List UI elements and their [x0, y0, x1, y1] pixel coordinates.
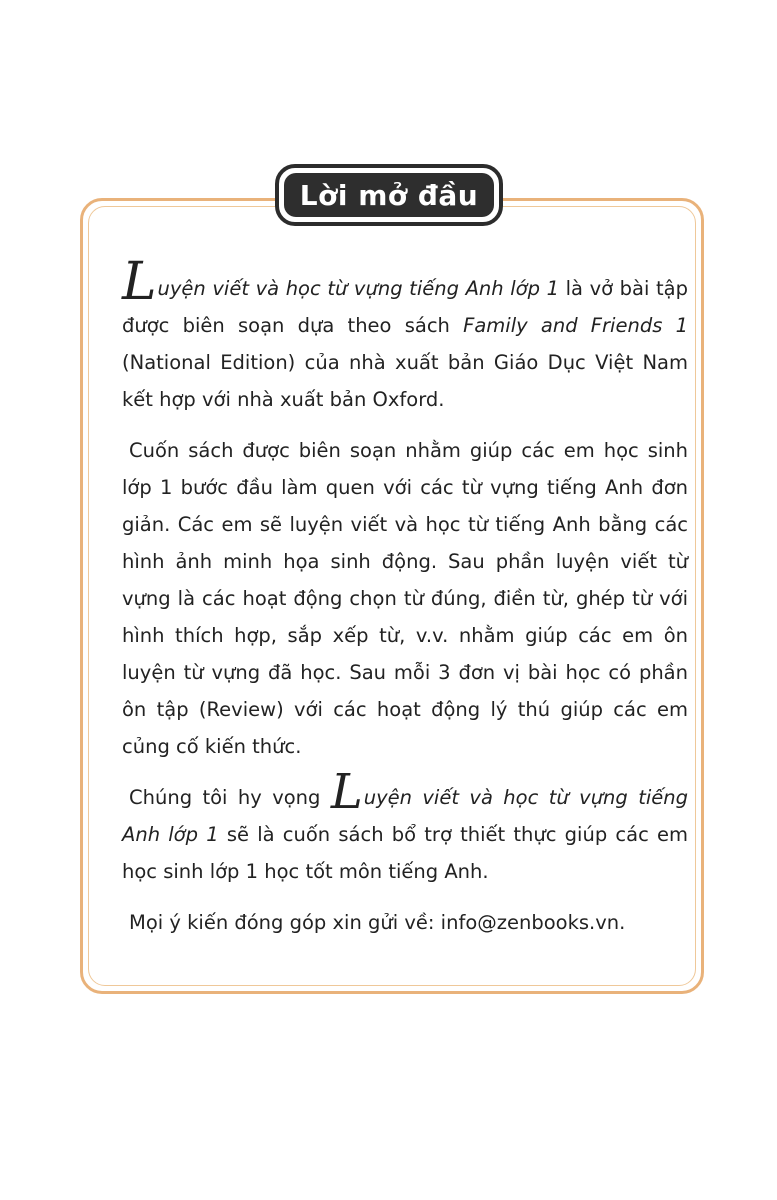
paragraph-purpose: Cuốn sách được biên soạn nhằm giúp các em học sinh lớp 1 bước đầu làm quen với các từ vựng tiếng Anh đơn giản. Các em sẽ luyện viết và học từ tiếng Anh bằng các hình ảnh minh họa sinh động. Sau phần luyện viết từ vựng là các hoạt động chọn từ đúng, điền từ, ghép từ với hình thích hợp, sắp xếp từ, v.v. nhằm giúp các em ôn luyện từ vựng đã học. Sau mỗi 3 đơn vị bài học có phần ôn tập (Review) với các hoạt động lý thú giúp các em củng cố kiến thức. — [122, 439, 688, 758]
paragraph-text: Chúng tôi hy vọng — [129, 786, 331, 809]
paragraph-contact: Mọi ý kiến đóng góp xin gửi về: info@zenbooks.vn. — [129, 911, 626, 934]
book-title: uyện viết và học từ vựng tiếng Anh lớp 1 — [157, 277, 559, 300]
paragraph-text: sẽ là cuốn sách bổ trợ thiết thực giúp các em học sinh lớp 1 học tốt môn tiếng Anh. — [122, 823, 689, 883]
paragraph-hope — [122, 764, 689, 890]
book-title: uyện viết và học từ vựng tiếng Anh lớp 1 — [122, 786, 689, 846]
page-title: Lời mở đầu — [284, 173, 494, 217]
paragraph-text: (National Edition) của nhà xuất bản Giáo Dục Việt Nam kết hợp với nhà xuất bản Oxford. — [122, 351, 688, 411]
drop-cap-letter: L — [330, 764, 363, 820]
drop-cap-letter: L — [122, 252, 157, 312]
paragraph-text: là vở bài tập được biên soạn dựa theo sách — [122, 277, 688, 337]
preface-body — [122, 252, 689, 955]
title-badge — [275, 164, 503, 226]
source-book-title: Family and Friends 1 — [463, 314, 688, 337]
paragraph-intro — [122, 252, 688, 418]
